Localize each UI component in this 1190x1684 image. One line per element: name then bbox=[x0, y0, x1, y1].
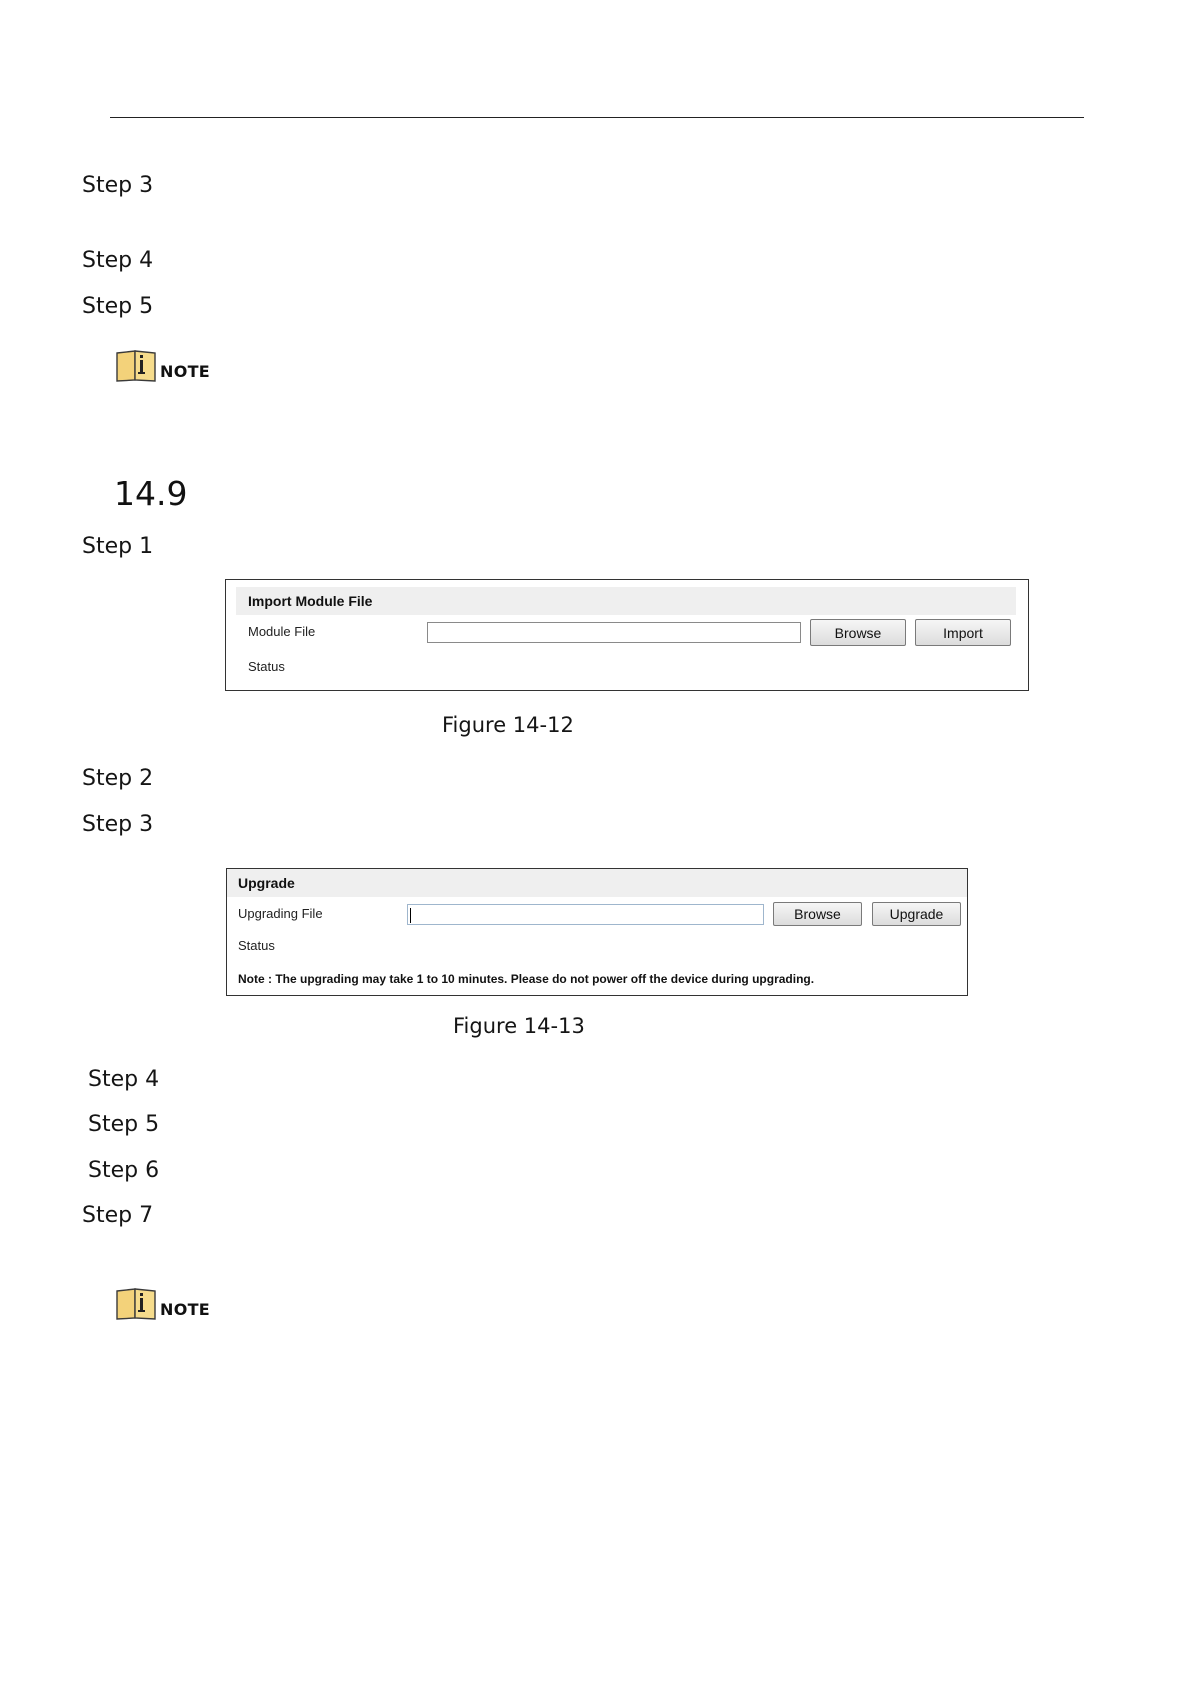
info-book-icon bbox=[114, 349, 158, 383]
note-callout bbox=[114, 348, 210, 384]
info-book-icon bbox=[114, 1287, 158, 1321]
note-label: NOTE bbox=[160, 1299, 211, 1319]
step-label: Step 7 bbox=[82, 1203, 154, 1228]
upgrading-file-input[interactable] bbox=[407, 904, 764, 925]
note-label: NOTE bbox=[160, 361, 211, 381]
import-button[interactable]: Import bbox=[915, 619, 1011, 646]
step-label: Step 4 bbox=[82, 248, 154, 273]
panel-title: Import Module File bbox=[236, 587, 1016, 615]
module-file-label: Module File bbox=[248, 624, 316, 639]
text-caret bbox=[410, 908, 411, 923]
browse-button[interactable]: Browse bbox=[810, 619, 906, 646]
status-label: Status bbox=[238, 938, 275, 953]
upgrade-note: Note : The upgrading may take 1 to 10 minutes. Please do not power off the device during upgrading. bbox=[238, 972, 815, 986]
panel-title: Upgrade bbox=[227, 869, 967, 897]
import-module-panel bbox=[225, 579, 1029, 691]
upgrade-button[interactable]: Upgrade bbox=[872, 902, 961, 926]
status-label: Status bbox=[248, 659, 285, 674]
section-heading: 14.9 bbox=[114, 474, 188, 513]
step-label: Step 1 bbox=[82, 534, 154, 559]
step-label: Step 3 bbox=[82, 812, 154, 837]
upgrading-file-label: Upgrading File bbox=[238, 906, 323, 921]
step-label: Step 5 bbox=[88, 1112, 160, 1137]
note-callout bbox=[114, 1286, 210, 1322]
step-label: Step 6 bbox=[88, 1158, 160, 1183]
step-label: Step 5 bbox=[82, 294, 154, 319]
module-file-input[interactable] bbox=[427, 622, 801, 643]
upgrade-panel bbox=[226, 868, 968, 996]
figure-caption: Figure 14-13 bbox=[453, 1014, 585, 1038]
header-rule bbox=[110, 117, 1084, 118]
step-label: Step 2 bbox=[82, 766, 154, 791]
step-label: Step 3 bbox=[82, 173, 154, 198]
step-label: Step 4 bbox=[88, 1067, 160, 1092]
browse-button[interactable]: Browse bbox=[773, 902, 862, 926]
figure-caption: Figure 14-12 bbox=[442, 713, 574, 737]
